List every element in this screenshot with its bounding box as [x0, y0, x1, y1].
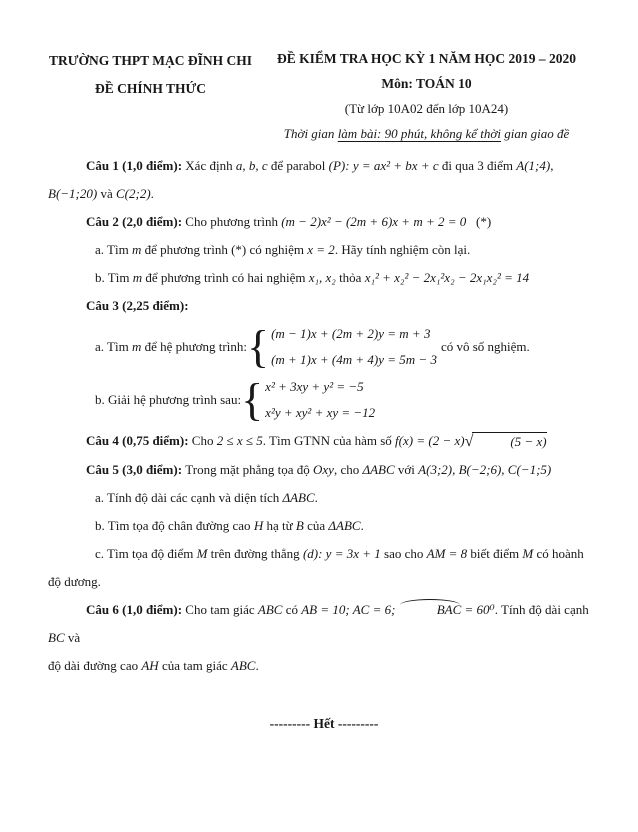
question-3b-text: [95, 387, 241, 413]
text-run: x₁² + x₂² − 2x₁²x₂ − 2x₁x₂² = 14: [364, 270, 530, 285]
exam-subject: Môn: TOÁN 10: [381, 76, 472, 91]
text-run: ABC: [257, 602, 283, 617]
question-5-item-b: [48, 512, 600, 540]
question-6: [48, 596, 600, 680]
text-run: của tam giác: [158, 658, 231, 673]
text-run: Câu 3 (2,25 điểm):: [86, 298, 189, 313]
left-brace: {: [241, 374, 264, 425]
text-run: H: [253, 518, 264, 533]
text-run: B(−1;20): [48, 186, 98, 201]
angle-arc-text: BAC: [399, 602, 462, 618]
exam-title-block: [253, 46, 600, 146]
text-run: trên đường thẳng: [207, 546, 303, 561]
exam-title: ĐỀ KIỂM TRA HỌC KỲ 1 NĂM HỌC 2019 – 2020: [276, 51, 576, 66]
question-4: [48, 427, 600, 456]
radicand: (5 − x): [472, 432, 546, 450]
text-run: gian giao đề: [500, 126, 570, 141]
text-run: A(1;4): [516, 158, 551, 173]
text-run: hạ từ: [263, 518, 296, 533]
text-run: (m − 2)x² − (2m + 6)x + m + 2 = 0: [281, 214, 467, 229]
text-run: để hệ phương trình:: [141, 339, 247, 354]
text-run: có: [282, 602, 302, 617]
equation-line-1: (m − 1)x + (2m + 2)y = m + 3: [271, 326, 431, 341]
system-equations: [265, 374, 375, 426]
text-run: b. Tìm: [95, 270, 133, 285]
text-run: AH: [141, 658, 159, 673]
text-run: thỏa: [335, 270, 365, 285]
text-run: m: [132, 270, 143, 285]
text-run: và: [64, 630, 81, 645]
question-1: [48, 152, 600, 208]
question-2-item-b: [48, 264, 600, 292]
question-5-heading: [48, 456, 600, 484]
text-run: (d): y = 3x + 1: [302, 546, 381, 561]
question-3-item-b: [48, 374, 600, 426]
text-run: BC: [48, 630, 65, 645]
text-run: f(x) = (2 − x): [395, 433, 465, 448]
text-run: độ dài đường cao: [48, 658, 142, 673]
text-run: = 60⁰: [461, 602, 495, 617]
end-of-exam-marker: --------- Hết ---------: [269, 716, 379, 731]
text-run: AB = 10; AC = 6;: [301, 602, 399, 617]
text-run: B: [295, 518, 304, 533]
text-run: làm bài: 90 phút, không kể thời: [337, 126, 501, 141]
text-run: đi qua 3 điểm: [438, 158, 517, 173]
left-brace: {: [246, 321, 270, 372]
question-5-item-a: [48, 484, 600, 512]
equation-system-a: [247, 321, 437, 373]
text-run: M: [196, 546, 208, 561]
equation-system-b: [241, 374, 375, 426]
text-run: a. Tìm: [95, 242, 132, 257]
time-limit-line: [253, 121, 600, 146]
text-run: Câu 4 (0,75 điểm):: [86, 433, 192, 448]
text-run: Cho: [191, 433, 217, 448]
text-run: sao cho: [380, 546, 427, 561]
text-run: ABC: [230, 658, 256, 673]
text-run: Trong mặt phẳng tọa độ: [185, 462, 314, 477]
text-run: . Tính độ dài cạnh: [494, 602, 589, 617]
text-run: . Tìm GTNN của hàm số: [262, 433, 396, 448]
text-run: b. Giải hệ phương trình sau:: [95, 392, 242, 407]
text-run: a. Tìm: [95, 339, 132, 354]
text-run: (P): y = ax² + bx + c: [328, 158, 439, 173]
text-run: .: [150, 186, 154, 201]
text-run: b. Tìm tọa độ chân đường cao: [95, 518, 254, 533]
equation-line-2: (m + 1)x + (4m + 4)y = 5m − 3: [271, 352, 437, 367]
question-2-item-a: [48, 236, 600, 264]
exam-type-label: ĐỀ CHÍNH THỨC: [94, 81, 206, 96]
question-2-heading: [48, 208, 600, 236]
text-run: ΔABC: [328, 518, 361, 533]
text-run: ,: [550, 158, 554, 173]
text-run: A(3;2), B(−2;6), C(−1;5): [418, 462, 552, 477]
text-run: của: [303, 518, 329, 533]
equation-line-2: x²y + xy² + xy = −12: [265, 405, 376, 420]
text-run: c. Tìm tọa độ điểm: [95, 546, 197, 561]
text-run: biết điểm: [467, 546, 523, 561]
text-run: ΔABC: [282, 490, 315, 505]
text-run: m: [131, 339, 142, 354]
question-3-heading: [48, 292, 600, 320]
text-run: a, b, c: [235, 158, 268, 173]
text-run: Cho phương trình: [185, 214, 282, 229]
text-run: x = 2: [307, 242, 335, 257]
text-run: M: [522, 546, 534, 561]
text-run: C(2;2): [115, 186, 151, 201]
text-run: Cho tam giác: [185, 602, 258, 617]
text-run: Câu 5 (3,0 điểm):: [86, 462, 186, 477]
text-run: . Hãy tính nghiệm còn lại.: [334, 242, 471, 257]
document-header: [48, 46, 600, 146]
text-run: 2 ≤ x ≤ 5: [216, 433, 263, 448]
text-run: có hoành: [533, 546, 584, 561]
text-run: m: [131, 242, 142, 257]
text-run: để parabol: [267, 158, 329, 173]
text-run: a. Tính độ dài các cạnh và diện tích: [95, 490, 283, 505]
question-3-item-a: [48, 321, 600, 373]
system-equations: [271, 321, 437, 373]
text-run: , cho: [333, 462, 363, 477]
text-run: .: [314, 490, 318, 505]
question-5-item-c: [48, 540, 600, 596]
text-run: Câu 1 (1,0 điểm):: [86, 158, 186, 173]
text-run: Câu 6 (1,0 điểm):: [86, 602, 186, 617]
text-run: AM = 8: [426, 546, 468, 561]
equation-line-1: x² + 3xy + y² = −5: [265, 379, 364, 394]
class-range: (Từ lớp 10A02 đến lớp 10A24): [344, 101, 509, 116]
text-run: .: [255, 658, 259, 673]
text-run: Câu 2 (2,0 điểm):: [86, 214, 186, 229]
text-run: (*): [466, 214, 492, 229]
text-run: ΔABC: [362, 462, 395, 477]
text-run: và: [97, 186, 116, 201]
text-run: độ dương.: [48, 574, 101, 589]
radical-sign-icon: √: [464, 433, 474, 450]
question-3a-suffix: có vô số nghiệm.: [440, 339, 530, 354]
text-run: Xác định: [185, 158, 236, 173]
text-run: với: [394, 462, 419, 477]
text-run: Oxy: [313, 462, 334, 477]
school-block: [48, 46, 253, 146]
school-name: TRƯỜNG THPT MẠC ĐĨNH CHI: [48, 53, 252, 68]
text-run: .: [360, 518, 364, 533]
question-3a-text: [95, 334, 247, 360]
text-run: Thời gian: [283, 126, 338, 141]
text-run: x₁, x₂: [308, 270, 336, 285]
text-run: để phương trình có hai nghiệm: [142, 270, 309, 285]
text-run: để phương trình (*) có nghiệm: [141, 242, 308, 257]
